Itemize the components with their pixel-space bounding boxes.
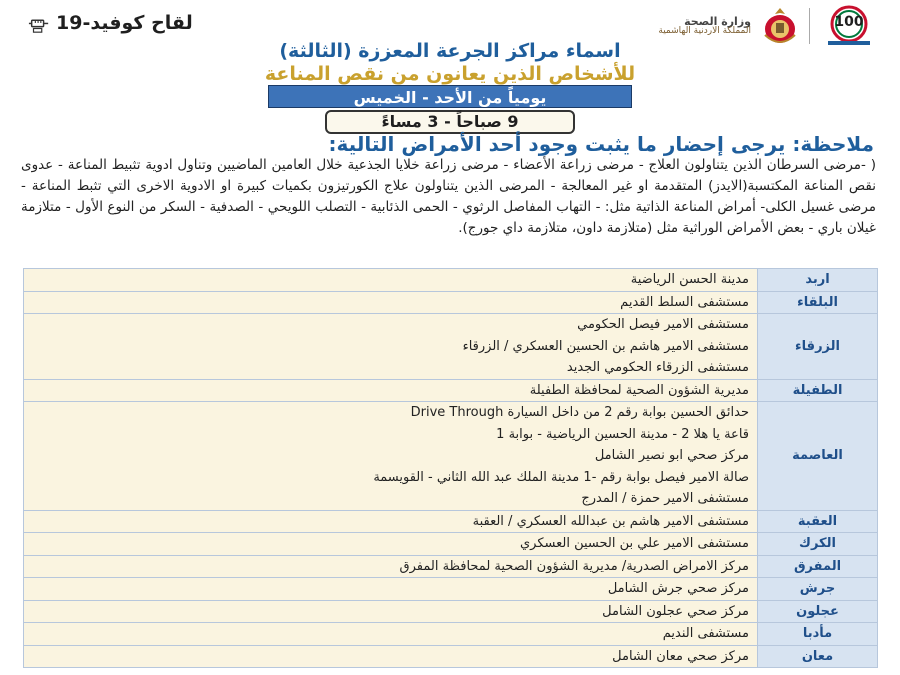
center-name: مستشفى الامير هاشم بن عبدالله العسكري / العقبة: [472, 513, 749, 529]
ministry-line-2: المملكة الاردنية الهاشمية: [658, 26, 751, 37]
covid-vaccine-title: [28, 12, 193, 34]
centers-cell: [24, 511, 757, 533]
vaccine-syringe-icon: [28, 12, 50, 34]
table-row: [24, 623, 877, 646]
center-name: مركز الامراض الصدرية/ مديرية الشؤون الصحية لمحافظة المفرق: [399, 558, 749, 574]
governorate-cell: مأدبا: [757, 623, 877, 645]
centers-cell: [24, 623, 757, 645]
centers-cell: [24, 578, 757, 600]
governorate-cell: جرش: [757, 578, 877, 600]
table-row: [24, 646, 877, 668]
center-name: مركز صحي عجلون الشامل: [602, 603, 749, 619]
note-body: ( -مرضى السرطان الذين يتناولون العلاج - مرضى زراعة الأعضاء - مرضى زراعة خلايا الجذعية خلال العامين الماضيين وتناول ادوية تثبيط المناعة - عدوى نقص المناعة المكتسبة(الايدز) المتقدمة او غير المعالجة - المرضى الذين يتناولون علاج الكورتيزون بكميات كبيرة او الادوية الاخرى التي تثبط المناعة - مرضى غسيل الكلى- أمراض المناعة الذاتية مثل: - التهاب المفاصل الرثوي - الحمى الذئابية - التصلب اللويحي - الصدفية - السكر من النوع الأول - متلازمة غيلان باري - بعض الأمراض الوراثية مثل (متلازمة داون، متلازمة داي جورج).: [21, 157, 876, 236]
governorate-cell: الطفيلة: [757, 380, 877, 402]
centers-cell: [24, 292, 757, 314]
center-name: مدينة الحسن الرياضية: [630, 272, 749, 287]
governorate-cell: عجلون: [757, 601, 877, 623]
table-row: [24, 601, 877, 624]
table-row: [24, 380, 877, 403]
title-line-2: للأشخاص الذين يعانون من نقص المناعة: [264, 62, 636, 85]
centers-table: [23, 268, 878, 668]
days-banner: يومياً من الأحد - الخميس: [268, 85, 632, 108]
centers-cell: [24, 556, 757, 578]
governorate-cell: الزرقاء: [757, 314, 877, 379]
center-name: مركز صحي معان الشامل: [612, 648, 749, 664]
page-title: [0, 40, 900, 86]
center-name: مستشفى الامير علي بن الحسين العسكري: [520, 536, 749, 551]
governorate-cell: العاصمة: [757, 402, 877, 510]
table-row: [24, 314, 877, 380]
centers-cell: [24, 533, 757, 555]
center-name: مستشفى السلط القديم: [620, 294, 749, 310]
ministry-name: [658, 16, 751, 37]
table-row: [24, 556, 877, 579]
governorate-cell: البلقاء: [757, 292, 877, 314]
center-name: مستشفى النديم: [662, 626, 749, 641]
table-row: [24, 578, 877, 601]
center-name: مستشفى الامير حمزة / المدرج: [581, 491, 749, 506]
logo-divider: [809, 8, 810, 44]
center-name: مديرية الشؤون الصحية لمحافظة الطفيلة: [529, 382, 749, 398]
governorate-cell: اربد: [757, 269, 877, 291]
centers-cell: [24, 269, 757, 291]
note-heading: ملاحظة: يرجى إحضار ما يثبت وجود أحد الأمراض التالية:: [328, 132, 874, 156]
center-name: قاعة يا هلا 2 - مدينة الحسين الرياضية - بوابة 1: [496, 426, 749, 442]
centers-cell: [24, 601, 757, 623]
governorate-cell: العقبة: [757, 511, 877, 533]
center-name: مستشفى الزرقاء الحكومي الجديد: [566, 360, 749, 375]
center-name: حدائق الحسين بوابة رقم 2 من داخل السيارة Drive Through: [410, 405, 749, 420]
center-name: صالة الامير فيصل بوابة رقم -1 مدينة الملك عبد الله الثاني - القويسمة: [373, 469, 749, 485]
centers-cell: [24, 314, 757, 379]
table-row: [24, 292, 877, 315]
covid-title-text: لقاح كوفيد-19: [56, 12, 193, 34]
center-name: مستشفى الامير هاشم بن الحسين العسكري / الزرقاء: [462, 338, 749, 354]
title-line-1: اسماء مراكز الجرعة المعززة (الثالثة): [279, 40, 621, 62]
ministry-line-1: وزارة الصحة: [684, 14, 751, 28]
center-name: مركز صحي ابو نصير الشامل: [594, 448, 749, 463]
center-name: مركز صحي جرش الشامل: [607, 581, 749, 596]
table-row: [24, 511, 877, 534]
governorate-cell: الكرك: [757, 533, 877, 555]
centers-cell: [24, 402, 757, 510]
table-row: [24, 402, 877, 511]
governorate-cell: المفرق: [757, 556, 877, 578]
centenary-number: 100: [834, 14, 864, 30]
governorate-cell: معان: [757, 646, 877, 668]
center-name: مستشفى الامير فيصل الحكومي: [577, 317, 749, 332]
table-row: [24, 533, 877, 556]
centers-cell: [24, 646, 757, 668]
table-row: [24, 269, 877, 292]
centers-cell: [24, 380, 757, 402]
hours-banner: 9 صباحاً - 3 مساءً: [325, 110, 575, 134]
